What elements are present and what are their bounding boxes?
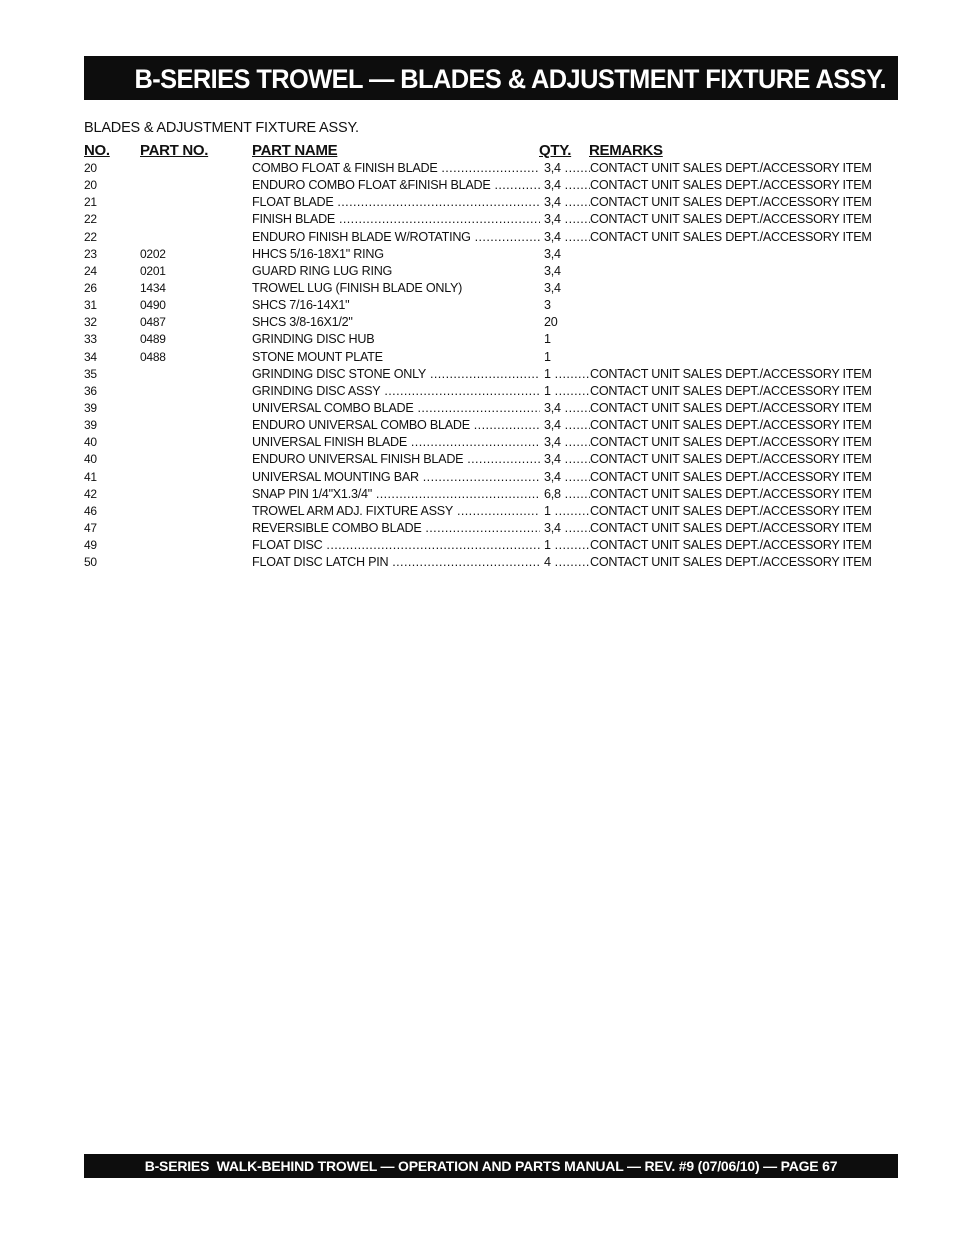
header-remarks: REMARKS xyxy=(589,142,663,159)
header-no: NO. xyxy=(84,142,110,159)
table-row xyxy=(0,554,954,571)
row-qty: 3,4 xyxy=(544,280,561,295)
row-part-name: SNAP PIN 1/4"X1.3/4" ..... xyxy=(252,487,540,501)
row-part-name: GUARD RING LUG RING xyxy=(252,263,393,278)
row-remarks: CONTACT UNIT SALES DEPT./ACCESSORY ITEM xyxy=(590,212,872,227)
row-no: 22 xyxy=(84,229,97,244)
row-part-name: UNIVERSAL FINISH BLADE ..... xyxy=(252,435,540,449)
row-no: 22 xyxy=(84,212,97,227)
page-title: B-SERIES TROWEL — BLADES & ADJUSTMENT FIXTURE ASSY. xyxy=(134,64,886,94)
row-no: 39 xyxy=(84,400,97,415)
table-row xyxy=(0,160,954,177)
row-part-name: UNIVERSAL COMBO BLADE ..... xyxy=(252,401,540,415)
table-row xyxy=(0,331,954,348)
row-no: 23 xyxy=(84,246,97,261)
row-qty: 3,4 ..... xyxy=(544,178,590,192)
row-qty: 3,4 ..... xyxy=(544,521,590,535)
row-remarks: CONTACT UNIT SALES DEPT./ACCESSORY ITEM xyxy=(590,400,872,415)
row-part-name: UNIVERSAL MOUNTING BAR ..... xyxy=(252,470,540,484)
row-part-no: 0489 xyxy=(140,332,166,347)
row-no: 42 xyxy=(84,486,97,501)
row-qty: 3,4 ..... xyxy=(544,470,590,484)
table-row xyxy=(0,177,954,194)
row-no: 20 xyxy=(84,161,97,175)
row-part-no: 0488 xyxy=(140,349,166,364)
row-part-name: TROWEL LUG (FINISH BLADE ONLY) xyxy=(252,280,463,295)
row-part-name: COMBO FLOAT & FINISH BLADE ..... xyxy=(252,161,540,175)
table-row xyxy=(0,366,954,383)
row-no: 39 xyxy=(84,418,97,433)
table-row xyxy=(0,383,954,400)
row-qty: 3,4 ..... xyxy=(544,418,590,432)
table-row xyxy=(0,486,954,503)
row-no: 40 xyxy=(84,452,97,467)
row-part-name: ENDURO UNIVERSAL FINISH BLADE ..... xyxy=(252,452,540,466)
row-part-name: GRINDING DISC STONE ONLY ..... xyxy=(252,367,540,381)
row-no: 33 xyxy=(84,332,97,347)
row-remarks: CONTACT UNIT SALES DEPT./ACCESSORY ITEM xyxy=(590,366,872,381)
row-qty: 3 xyxy=(544,298,551,313)
row-no: 49 xyxy=(84,538,97,553)
row-qty: 3,4 ..... xyxy=(544,435,590,449)
row-qty: 3,4 ..... xyxy=(544,212,590,226)
row-remarks: CONTACT UNIT SALES DEPT./ACCESSORY ITEM xyxy=(590,229,872,244)
row-no: 36 xyxy=(84,383,97,398)
row-no: 34 xyxy=(84,349,97,364)
row-part-no: 0202 xyxy=(140,246,166,261)
row-qty: 1 ..... xyxy=(544,367,590,381)
table-row xyxy=(0,194,954,211)
row-part-name: GRINDING DISC HUB xyxy=(252,332,375,347)
header-part-no: PART NO. xyxy=(140,142,209,159)
row-remarks: CONTACT UNIT SALES DEPT./ACCESSORY ITEM xyxy=(590,555,872,570)
table-row xyxy=(0,503,954,520)
row-part-no: 0487 xyxy=(140,315,166,330)
section-title: BLADES & ADJUSTMENT FIXTURE ASSY. xyxy=(84,120,359,136)
table-row xyxy=(0,263,954,280)
header-part-name: PART NAME xyxy=(252,142,338,159)
row-qty: 1 ..... xyxy=(544,504,590,518)
row-part-name: FLOAT DISC ..... xyxy=(252,538,540,552)
parts-table-header xyxy=(0,142,954,160)
row-no: 35 xyxy=(84,366,97,381)
row-qty: 6,8 ..... xyxy=(544,487,590,501)
table-row xyxy=(0,469,954,486)
row-part-name: HHCS 5/16-18X1" RING xyxy=(252,246,384,261)
row-remarks: CONTACT UNIT SALES DEPT./ACCESSORY ITEM xyxy=(590,435,872,450)
row-remarks: CONTACT UNIT SALES DEPT./ACCESSORY ITEM xyxy=(590,178,872,193)
row-part-name: SHCS 7/16-14X1" xyxy=(252,298,350,313)
row-remarks: CONTACT UNIT SALES DEPT./ACCESSORY ITEM xyxy=(590,195,872,210)
row-qty: 1 ..... xyxy=(544,384,590,398)
row-part-name: ENDURO COMBO FLOAT &FINISH BLADE ..... xyxy=(252,178,540,192)
table-row xyxy=(0,400,954,417)
row-qty: 20 xyxy=(544,315,558,330)
row-part-name: GRINDING DISC ASSY ..... xyxy=(252,384,540,398)
row-qty: 3,4 ..... xyxy=(544,452,590,466)
table-row xyxy=(0,417,954,434)
table-row xyxy=(0,211,954,228)
table-row xyxy=(0,229,954,246)
table-row xyxy=(0,451,954,468)
row-qty: 3,4 xyxy=(544,263,561,278)
table-row xyxy=(0,349,954,366)
row-part-name: TROWEL ARM ADJ. FIXTURE ASSY ..... xyxy=(252,504,540,518)
table-row xyxy=(0,314,954,331)
row-qty: 3,4 ..... xyxy=(544,230,590,244)
row-remarks: CONTACT UNIT SALES DEPT./ACCESSORY ITEM xyxy=(590,418,872,433)
row-remarks: CONTACT UNIT SALES DEPT./ACCESSORY ITEM xyxy=(590,161,872,175)
row-qty: 1 xyxy=(544,332,551,347)
header-qty: QTY. xyxy=(539,142,572,159)
row-no: 24 xyxy=(84,263,97,278)
row-remarks: CONTACT UNIT SALES DEPT./ACCESSORY ITEM xyxy=(590,538,872,553)
row-part-name: FINISH BLADE ..... xyxy=(252,212,540,226)
row-no: 47 xyxy=(84,520,97,535)
row-part-name: STONE MOUNT PLATE xyxy=(252,349,383,364)
row-no: 31 xyxy=(84,298,97,313)
table-row xyxy=(0,520,954,537)
row-remarks: CONTACT UNIT SALES DEPT./ACCESSORY ITEM xyxy=(590,469,872,484)
row-no: 50 xyxy=(84,555,97,570)
row-part-no: 0201 xyxy=(140,263,166,278)
row-no: 40 xyxy=(84,435,97,450)
row-part-name: SHCS 3/8-16X1/2" xyxy=(252,315,353,330)
row-qty: 3,4 ..... xyxy=(544,161,590,175)
table-row xyxy=(0,280,954,297)
row-no: 32 xyxy=(84,315,97,330)
page-title-bar xyxy=(84,56,898,100)
row-remarks: CONTACT UNIT SALES DEPT./ACCESSORY ITEM xyxy=(590,486,872,501)
table-row xyxy=(0,537,954,554)
row-qty: 1 ..... xyxy=(544,538,590,552)
row-remarks: CONTACT UNIT SALES DEPT./ACCESSORY ITEM xyxy=(590,503,872,518)
page-footer xyxy=(84,1154,898,1178)
row-remarks: CONTACT UNIT SALES DEPT./ACCESSORY ITEM xyxy=(590,520,872,535)
row-part-no: 1434 xyxy=(140,280,166,295)
row-no: 41 xyxy=(84,469,97,484)
row-part-name: FLOAT DISC LATCH PIN ..... xyxy=(252,555,540,569)
parts-table xyxy=(0,160,954,571)
row-qty: 3,4 ..... xyxy=(544,195,590,209)
row-remarks: CONTACT UNIT SALES DEPT./ACCESSORY ITEM xyxy=(590,383,872,398)
row-part-name: ENDURO UNIVERSAL COMBO BLADE ..... xyxy=(252,418,540,432)
row-qty: 3,4 ..... xyxy=(544,401,590,415)
row-remarks: CONTACT UNIT SALES DEPT./ACCESSORY ITEM xyxy=(590,452,872,467)
row-qty: 4 ..... xyxy=(544,555,590,569)
table-row xyxy=(0,434,954,451)
table-row xyxy=(0,246,954,263)
row-no: 20 xyxy=(84,178,97,193)
table-row xyxy=(0,297,954,314)
row-part-no: 0490 xyxy=(140,298,166,313)
row-no: 46 xyxy=(84,503,97,518)
row-qty: 1 xyxy=(544,349,551,364)
row-no: 21 xyxy=(84,195,97,210)
row-no: 26 xyxy=(84,280,97,295)
row-part-name: FLOAT BLADE ..... xyxy=(252,195,540,209)
row-part-name: REVERSIBLE COMBO BLADE ..... xyxy=(252,521,540,535)
row-qty: 3,4 xyxy=(544,246,561,261)
row-part-name: ENDURO FINISH BLADE W/ROTATING ..... xyxy=(252,230,540,244)
footer-text: B-SERIES WALK-BEHIND TROWEL — OPERATION AND PARTS MANUAL — REV. #9 (07/06/10) — PAGE 67 xyxy=(144,1158,838,1174)
